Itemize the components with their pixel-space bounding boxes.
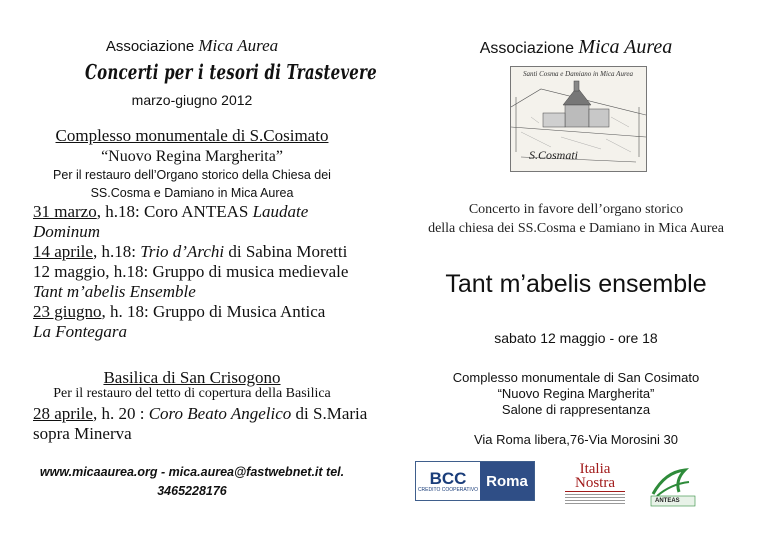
italia-nostra-word-1: Italia <box>579 461 611 477</box>
venue-line-1: Complesso monumentale di San Cosimato <box>452 370 700 385</box>
event-1 <box>33 202 378 242</box>
address: Via Roma libera,76-Via Morosini 30 <box>473 432 678 447</box>
anteas-text: ANTEAS <box>655 498 680 504</box>
event-date: 28 aprile <box>33 404 93 423</box>
bcc-text: BCC <box>429 468 467 488</box>
association-name: Mica Aurea <box>578 36 673 58</box>
italia-nostra-fineprint <box>565 494 625 504</box>
venue <box>384 370 768 418</box>
association-prefix: Associazione <box>479 40 574 57</box>
engraving-caption: Santi Cosma e Damiano in Mica Aurea <box>522 70 634 78</box>
event-rest: di S.Maria sopra Minerva <box>33 404 368 443</box>
event-date: 14 aprile <box>33 242 93 261</box>
event-date-time: sabato 12 maggio - ore 18 <box>494 330 658 346</box>
complesso-subtitle: “Nuovo Regina Margherita” <box>101 148 283 165</box>
association-name: Mica Aurea <box>198 36 279 55</box>
concerto-description <box>384 200 768 238</box>
event-date: 23 giugno <box>33 302 102 321</box>
event-4 <box>33 302 378 342</box>
bcc-city: Roma <box>480 462 534 500</box>
event-date: 12 maggio <box>33 262 106 281</box>
venue-line-2: “Nuovo Regina Margherita” <box>497 386 655 401</box>
left-association-header <box>0 36 384 56</box>
bcc-mark <box>416 462 480 500</box>
event-work: Laudate Dominum <box>33 202 309 241</box>
basilica-subtitle: Per il restauro del tetto di copertura della Basilica <box>53 386 331 401</box>
event-time: , h.18: <box>92 242 141 261</box>
event-work: Tant m’abelis Ensemble <box>33 282 196 301</box>
event-work: Trio d’Archi <box>140 242 225 261</box>
italia-nostra-logo <box>565 462 625 512</box>
concert-series-title: Concerti per i tesori di Trastevere <box>85 60 377 85</box>
event-time: , h. 20 : <box>92 404 149 423</box>
engraving-label: S.Cosmati <box>529 148 579 162</box>
restauro-line-1: Per il restauro dell’Organo storico della Chiesa dei <box>53 168 331 182</box>
bcc-small-text: CREDITO COOPERATIVO <box>417 486 479 493</box>
restauro-line-2: SS.Cosma e Damiano in Mica Aurea <box>90 186 294 200</box>
event-3 <box>33 262 378 302</box>
concerto-line-1: Concerto in favore dell’organo storico <box>468 202 684 217</box>
basilica-event <box>33 404 378 444</box>
date-range: marzo-giugno 2012 <box>131 92 253 108</box>
event-time: , h. 18: Gruppo di Musica Antica <box>101 302 326 321</box>
event-work: Coro Beato Angelico <box>148 404 292 423</box>
event-date: 31 marzo <box>33 202 97 221</box>
event-time: , h.18: Coro ANTEAS <box>96 202 253 221</box>
church-engraving-image <box>510 66 647 172</box>
contacts-line-2: 3465228176 <box>157 484 227 498</box>
italia-nostra-word-2: Nostra <box>565 476 625 492</box>
contacts <box>0 463 384 501</box>
right-association-header <box>384 36 768 59</box>
event-work: La Fontegara <box>33 322 127 341</box>
event-rest: di Sabina Moretti <box>224 242 348 261</box>
restauro-organo-note <box>0 166 384 202</box>
contacts-line-1: www.micaaurea.org - mica.aurea@fastwebnet.it tel. <box>39 465 345 479</box>
venue-line-3: Salone di rappresentanza <box>501 402 651 417</box>
ensemble-title: Tant m’abelis ensemble <box>445 270 707 298</box>
complesso-title: Complesso monumentale di S.Cosimato <box>55 126 329 145</box>
event-2 <box>33 242 378 262</box>
association-prefix: Associazione <box>105 38 195 55</box>
anteas-logo <box>645 466 701 508</box>
event-time: , h.18: Gruppo di musica medievale <box>105 262 349 281</box>
concerto-line-2: della chiesa dei SS.Cosma e Damiano in Mica Aurea <box>428 221 724 236</box>
church-engraving-drawing <box>511 67 646 171</box>
basilica-title: Basilica di San Crisogono <box>103 368 281 387</box>
bcc-roma-logo <box>415 461 535 501</box>
